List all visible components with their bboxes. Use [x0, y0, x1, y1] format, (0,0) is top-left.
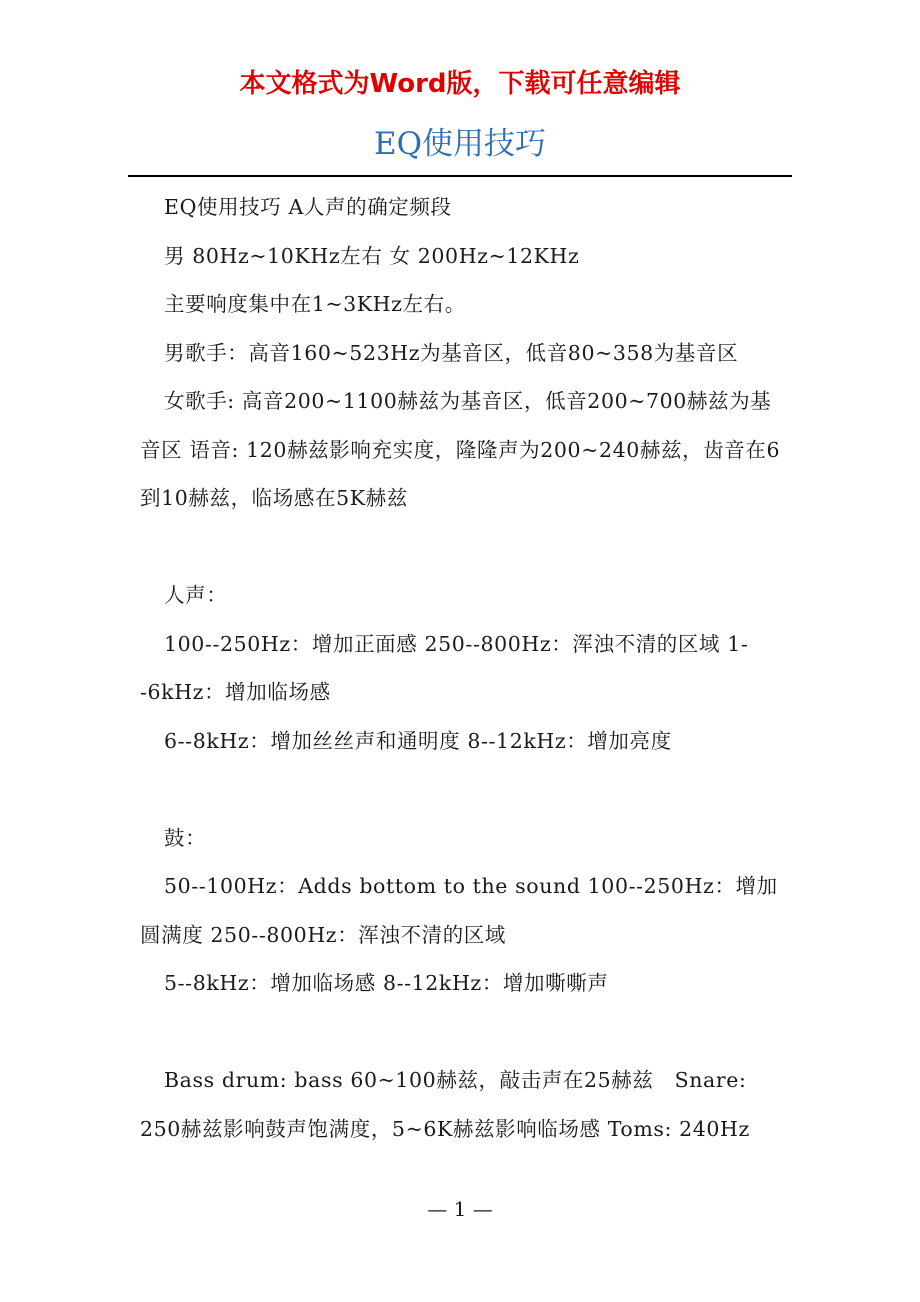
paragraph: 100--250Hz：增加正面感 250--800Hz：浑浊不清的区域 1--6kHz：增加临场感 [140, 631, 749, 704]
paragraph: EQ使用技巧 A人声的确定频段 [164, 195, 452, 219]
document-body [140, 183, 784, 1153]
page-number: — 1 — [427, 1197, 493, 1221]
paragraph: 人声： [164, 583, 228, 607]
download-banner: 本文格式为Word版，下载可任意编辑 [239, 69, 681, 99]
title-divider [128, 175, 792, 177]
blank-line [140, 1008, 784, 1057]
paragraph: 女歌手: 高音200~1100赫兹为基音区，低音200~700赫兹为基音区 语音: 120赫兹影响充实度，隆隆声为200~240赫兹，齿音在6到10赫兹，临场感在5K赫兹 [140, 389, 781, 510]
paragraph: 男 80Hz~10KHz左右 女 200Hz~12KHz [164, 243, 580, 268]
paragraph: 主要响度集中在1~3KHz左右。 [164, 292, 466, 316]
paragraph: Bass drum: bass 60~100赫兹，敲击声在25赫兹 Snare: 250赫兹影响鼓声饱满度，5~6K赫兹影响临场感 Toms: 240Hz [140, 1068, 750, 1141]
blank-line [140, 523, 784, 572]
paragraph: 50--100Hz：Adds bottom to the sound 100--250Hz：增加圆满度 250--800Hz：浑浊不清的区域 [140, 874, 778, 947]
paragraph: 6--8kHz：增加丝丝声和通明度 8--12kHz：增加亮度 [164, 728, 672, 753]
page-title: EQ使用技巧 [373, 126, 547, 162]
paragraph: 男歌手：高音160~523Hz为基音区，低音80~358为基音区 [164, 340, 739, 365]
blank-line [140, 765, 784, 814]
paragraph: 鼓： [164, 825, 207, 850]
paragraph: 5--8kHz：增加临场感 8--12kHz：增加嘶嘶声 [164, 971, 609, 995]
